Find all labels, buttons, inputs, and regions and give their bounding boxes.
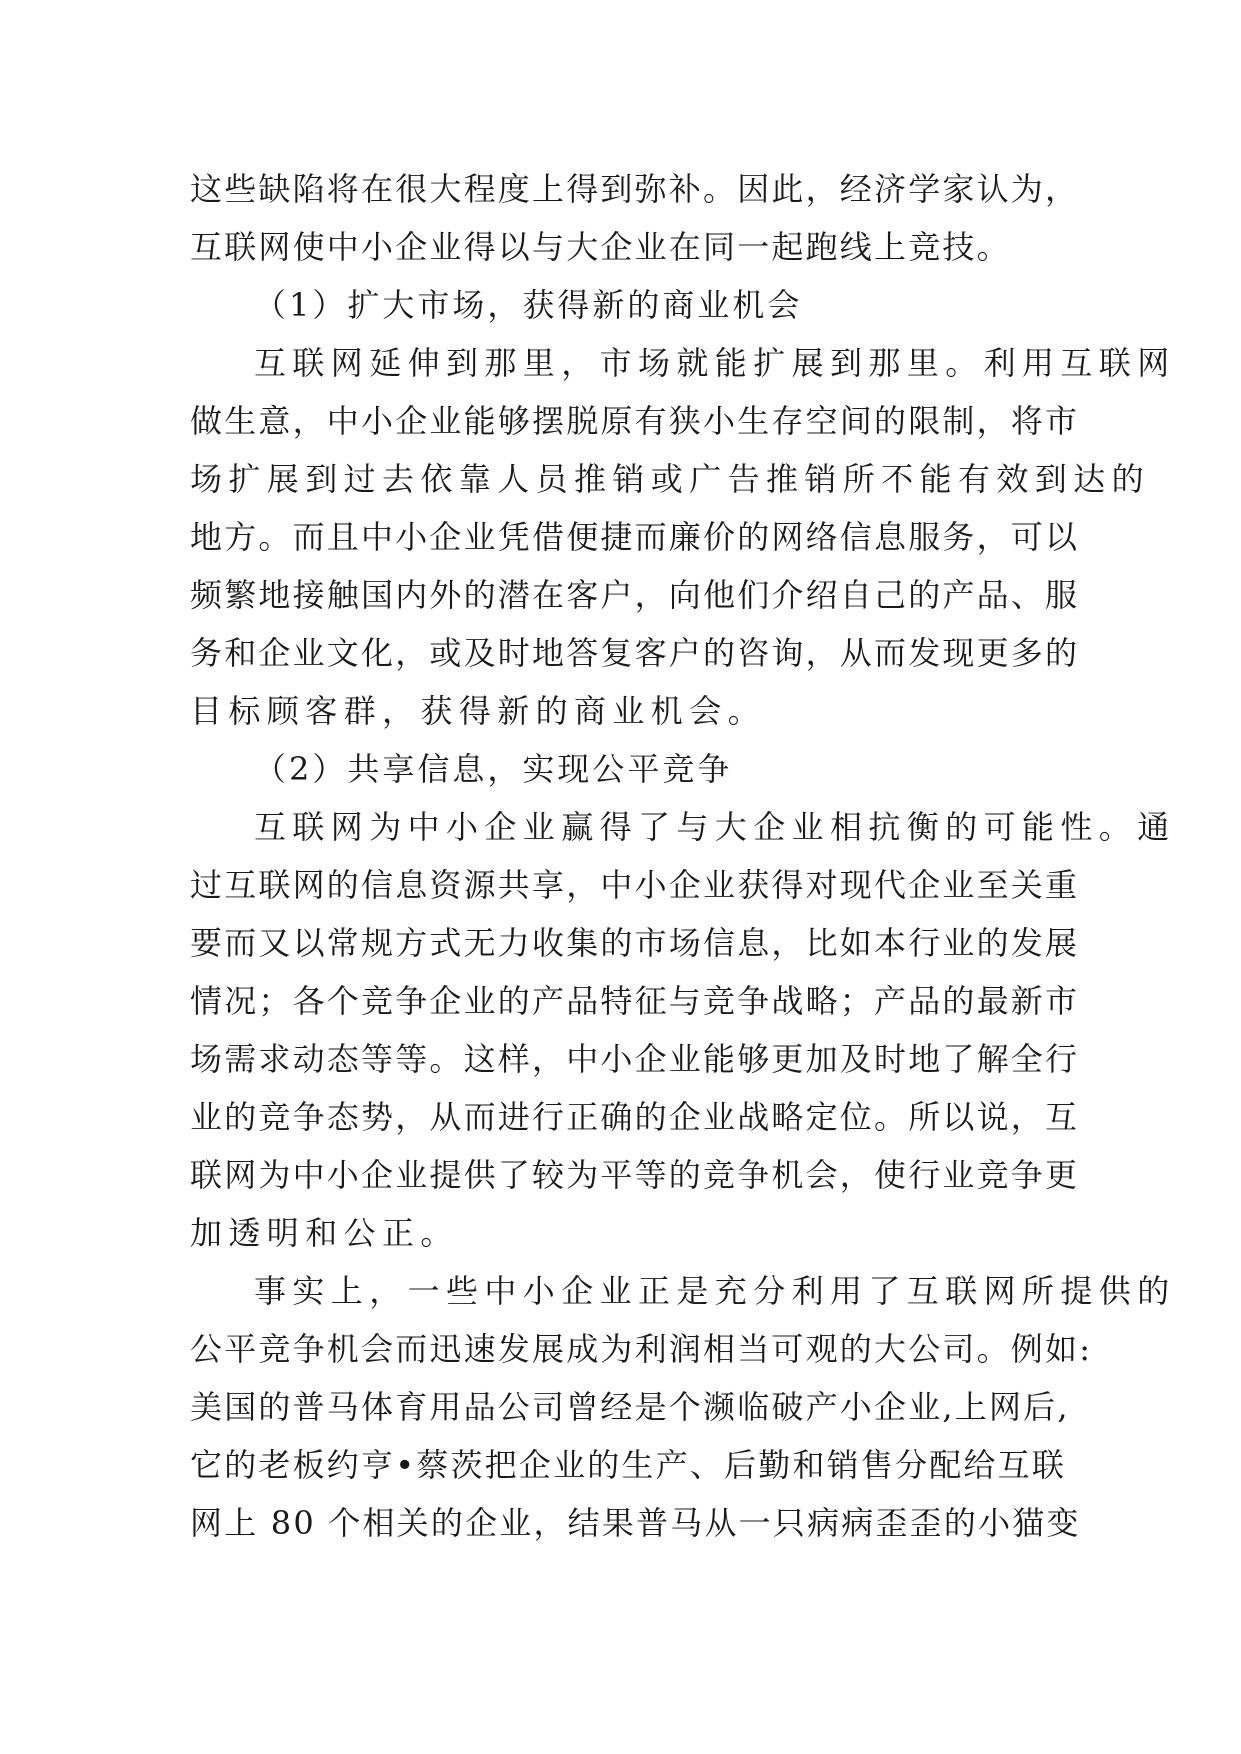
body-text-line: 它的老板约亨•蔡茨把企业的生产、后勤和销售分配给互联 (190, 1446, 1067, 1484)
body-text-line: 要而又以常规方式无力收集的市场信息，比如本行业的发展 (190, 924, 1080, 962)
body-text-line: 场需求动态等等。这样，中小企业能够更加及时地了解全行 (190, 1040, 1080, 1078)
body-text-line: 公平竞争机会而迅速发展成为利润相当可观的大公司。例如: (190, 1330, 1093, 1368)
section-heading: （1）扩大市场，获得新的商业机会 (254, 286, 803, 324)
paragraph-first-line: 互联网为中小企业赢得了与大企业相抗衡的可能性。通 (254, 808, 1176, 846)
body-text-line: 频繁地接触国内外的潜在客户，向他们介绍自己的产品、服 (190, 576, 1080, 614)
paragraph-first-line: 互联网延伸到那里，市场就能扩展到那里。利用互联网 (254, 344, 1176, 382)
body-text-line: 美国的普马体育用品公司曾经是个濒临破产小企业,上网后, (190, 1388, 1070, 1426)
paragraph-first-line: 事实上，一些中小企业正是充分利用了互联网所提供的 (254, 1272, 1176, 1310)
body-text-line: 这些缺陷将在很大程度上得到弥补。因此，经济学家认为， (190, 170, 1080, 208)
body-text-line: 过互联网的信息资源共享，中小企业获得对现代企业至关重 (190, 866, 1080, 904)
body-text-line: 互联网使中小企业得以与大企业在同一起跑线上竞技。 (190, 228, 1011, 266)
body-text-line: 目标顾客群，获得新的商业机会。 (190, 692, 767, 730)
body-text-line: 网上 80 个相关的企业，结果普马从一只病病歪歪的小猫变 (190, 1504, 1081, 1542)
section-heading: （2）共享信息，实现公平竞争 (254, 750, 733, 788)
document-body (190, 160, 1176, 1552)
body-text-line: 务和企业文化，或及时地答复客户的咨询，从而发现更多的 (190, 634, 1080, 672)
body-text-line: 加透明和公正。 (190, 1214, 459, 1252)
body-text-line: 情况；各个竞争企业的产品特征与竞争战略；产品的最新市 (190, 982, 1080, 1020)
body-text-line: 场扩展到过去依靠人员推销或广告推销所不能有效到达的 (190, 460, 1151, 498)
body-text-line: 联网为中小企业提供了较为平等的竞争机会，使行业竞争更 (190, 1156, 1080, 1194)
body-text-line: 做生意，中小企业能够摆脱原有狭小生存空间的限制，将市 (190, 402, 1080, 440)
body-text-line: 地方。而且中小企业凭借便捷而廉价的网络信息服务，可以 (190, 518, 1080, 556)
body-text-line: 业的竞争态势，从而进行正确的企业战略定位。所以说，互 (190, 1098, 1080, 1136)
